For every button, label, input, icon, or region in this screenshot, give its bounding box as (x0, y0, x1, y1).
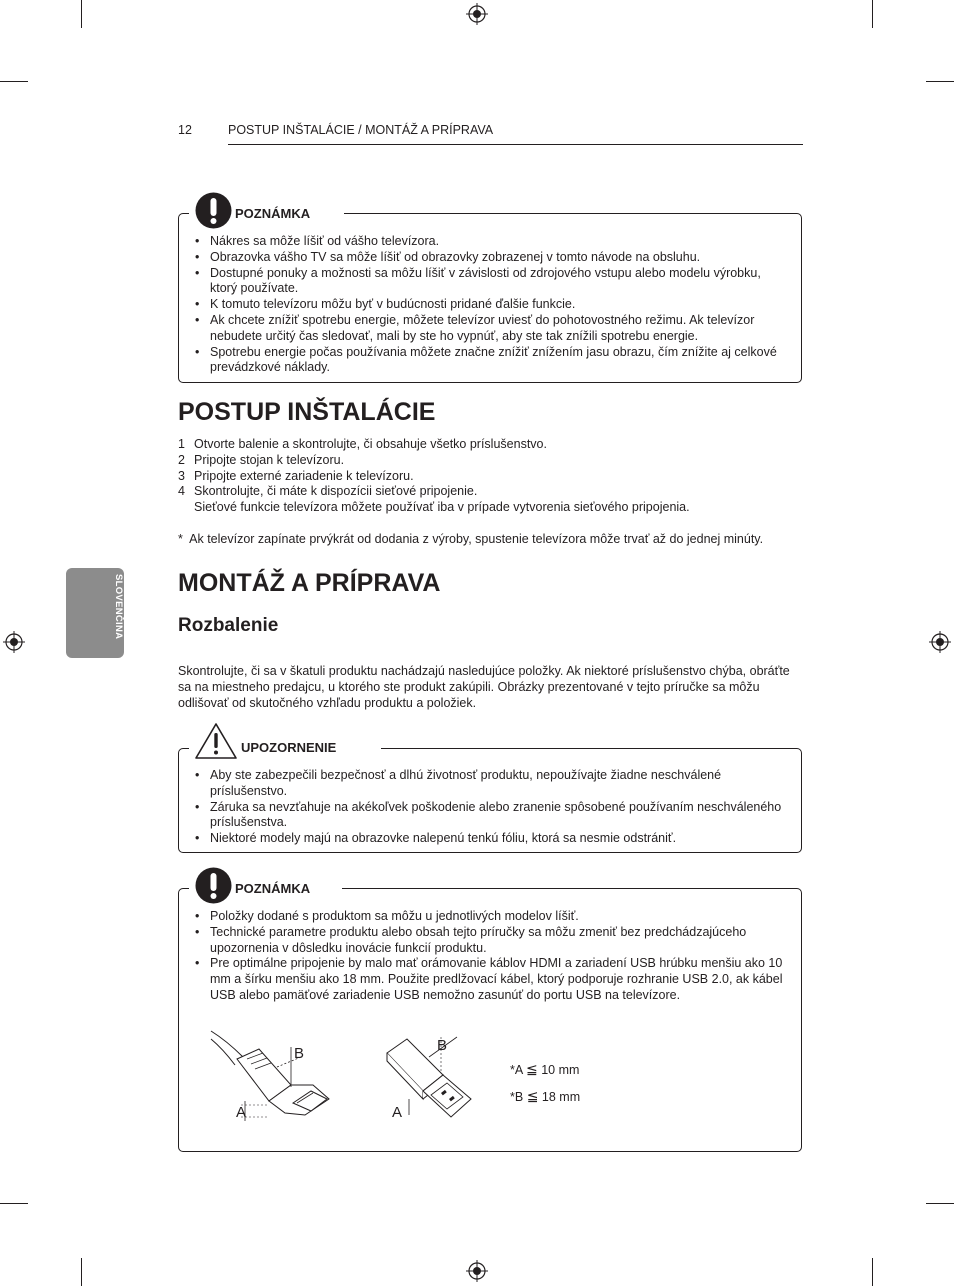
registration-mark-icon (3, 631, 25, 653)
trim-mark (0, 1203, 28, 1204)
step-number: 4 (178, 484, 185, 499)
list-item: • Technické parametre produktu alebo obsah tejto príručky sa môžu zmeniť bez predchádzajúceho upozornenia v dôsledku inovácie funkcií produktu. (193, 925, 789, 957)
spec-a-prefix: *A (510, 1063, 523, 1077)
step-number: 3 (178, 468, 185, 483)
list-item: • Pre optimálne pripojenie by malo mať orámovanie káblov HDMI a zariadení USB hrúbku menšiu ako 10 mm a šírku menšiu ako 18 mm. Použite predlžovací kábel, ktorý podporuje rozhranie USB 2.0, ak kábel USB alebo pamäťové zariadenie USB nemožno zasunúť do portu USB na televízore. (193, 956, 789, 1003)
list-item: • Položky dodané s produktom sa môžu u jednotlivých modelov líšiť. (193, 909, 789, 925)
unpacking-subheading: Rozbalenie (178, 615, 279, 636)
installation-heading: POSTUP INŠTALÁCIE (178, 398, 436, 426)
step-item (178, 484, 808, 516)
list-item: • Nákres sa môže líšiť od vášho televízora. (193, 234, 789, 250)
dimension-label-b: B (294, 1045, 305, 1062)
trim-mark (926, 1203, 954, 1204)
dimension-label-a: A (392, 1104, 403, 1121)
installation-steps (178, 437, 808, 516)
trim-mark (0, 81, 28, 82)
dimension-label-b: B (437, 1037, 448, 1054)
note-list (193, 909, 789, 1004)
step-item (178, 437, 808, 453)
note-box (178, 881, 802, 1152)
spec-a-symbol: ≦ (526, 1061, 538, 1077)
trim-mark (872, 0, 873, 28)
list-item: • Obrazovka vášho TV sa môže líšiť od obrazovky zobrazenej v tomto návode na obsluhu. (193, 250, 789, 266)
running-title: POSTUP INŠTALÁCIE / MONTÁŽ A PRÍPRAVA (228, 123, 494, 137)
spec-b-value: 18 mm (541, 1090, 581, 1104)
spec-b-symbol: ≦ (526, 1088, 539, 1104)
exclamation-circle-icon (195, 192, 232, 229)
list-item: • Dostupné ponuky a možnosti sa môžu líšiť v závislosti od zdrojového vstupu alebo modelu výrobku, ktorý používate. (193, 266, 789, 298)
assembly-heading: MONTÁŽ A PRÍPRAVA (178, 569, 441, 597)
language-tab-label: SLOVENČINA (113, 574, 124, 640)
footnote (178, 532, 808, 548)
note-title: POZNÁMKA (235, 206, 311, 221)
registration-mark-icon (929, 631, 951, 653)
page-number: 12 (178, 123, 192, 137)
list-item: • Spotrebu energie počas používania môžete značne znížiť znížením jasu obrazu, čím znížite aj celkové prevádzkové náklady. (193, 345, 789, 377)
step-text: Pripojte externé zariadenie k televízoru. (194, 468, 414, 483)
step-item (178, 453, 808, 469)
registration-mark-icon (466, 3, 488, 25)
dimension-label-a: A (236, 1104, 247, 1121)
registration-mark-icon (466, 1260, 488, 1282)
step-number: 1 (178, 437, 185, 451)
step-item (178, 469, 808, 485)
warning-triangle-icon (194, 722, 238, 760)
step-text: Otvorte balenie a skontrolujte, či obsahuje všetko príslušenstvo. (194, 437, 547, 451)
spec-b (510, 1088, 580, 1105)
step-text: Pripojte stojan k televízoru. (194, 452, 345, 467)
exclamation-circle-icon (195, 867, 232, 904)
list-item: • K tomuto televízoru môžu byť v budúcnosti pridané ďalšie funkcie. (193, 297, 789, 313)
footnote-text: Ak televízor zapínate prvýkrát od dodania z výroby, spustenie televízora môže trvať až do jednej minúty. (189, 532, 764, 546)
list-item: • Niektoré modely majú na obrazovke nalepenú tenkú fóliu, ktorá sa nesmie odstrániť. (193, 831, 789, 847)
list-item: • Aby ste zabezpečili bezpečnosť a dlhú životnosť produktu, nepoužívajte žiadne neschválené príslušenstvo. (193, 768, 789, 800)
spec-b-prefix: *B (510, 1090, 524, 1104)
unpacking-intro: Skontrolujte, či sa v škatuli produktu nachádzajú nasledujúce položky. Ak niektoré príslušenstvo chýba, obráťte sa na miestneho predajcu, u ktorého ste produkt zakúpili. Obrázky prezentované v tejto príručke sa môžu odlišovať od skutočného vzhľadu produktu a položiek. (178, 664, 790, 710)
note-title: POZNÁMKA (235, 881, 311, 896)
list-item: • Ak chcete znížiť spotrebu energie, môžete televízor uviesť do pohotovostného režimu. Ak televízor nebudete určitý čas sledovať, mali by ste ho vypnúť, aby ste tak znížili spotrebu energie. (193, 313, 789, 345)
step-text: Skontrolujte, či máte k dispozícii sieťové pripojenie. (194, 484, 478, 499)
note-list (193, 234, 789, 376)
hdmi-cable-illustration (207, 1027, 347, 1127)
step-number: 2 (178, 452, 185, 467)
trim-mark (872, 1258, 873, 1286)
header-rule (228, 144, 803, 145)
caution-box (178, 740, 802, 853)
spec-a-value: 10 mm (541, 1063, 580, 1077)
trim-mark (926, 81, 954, 82)
note-box (178, 206, 802, 383)
trim-mark (81, 0, 82, 28)
caution-title: UPOZORNENIE (241, 740, 337, 755)
step-extra-text: Sieťové funkcie televízora môžete používať iba v prípade vytvorenia sieťového pripojenia. (194, 500, 690, 515)
footnote-mark: * (178, 532, 183, 546)
list-item: • Záruka sa nevzťahuje na akékoľvek poškodenie alebo zranenie spôsobené používaním neschváleného príslušenstva. (193, 800, 789, 832)
trim-mark (81, 1258, 82, 1286)
language-tab (66, 568, 124, 658)
spec-a (510, 1061, 579, 1078)
caution-list (193, 768, 789, 847)
